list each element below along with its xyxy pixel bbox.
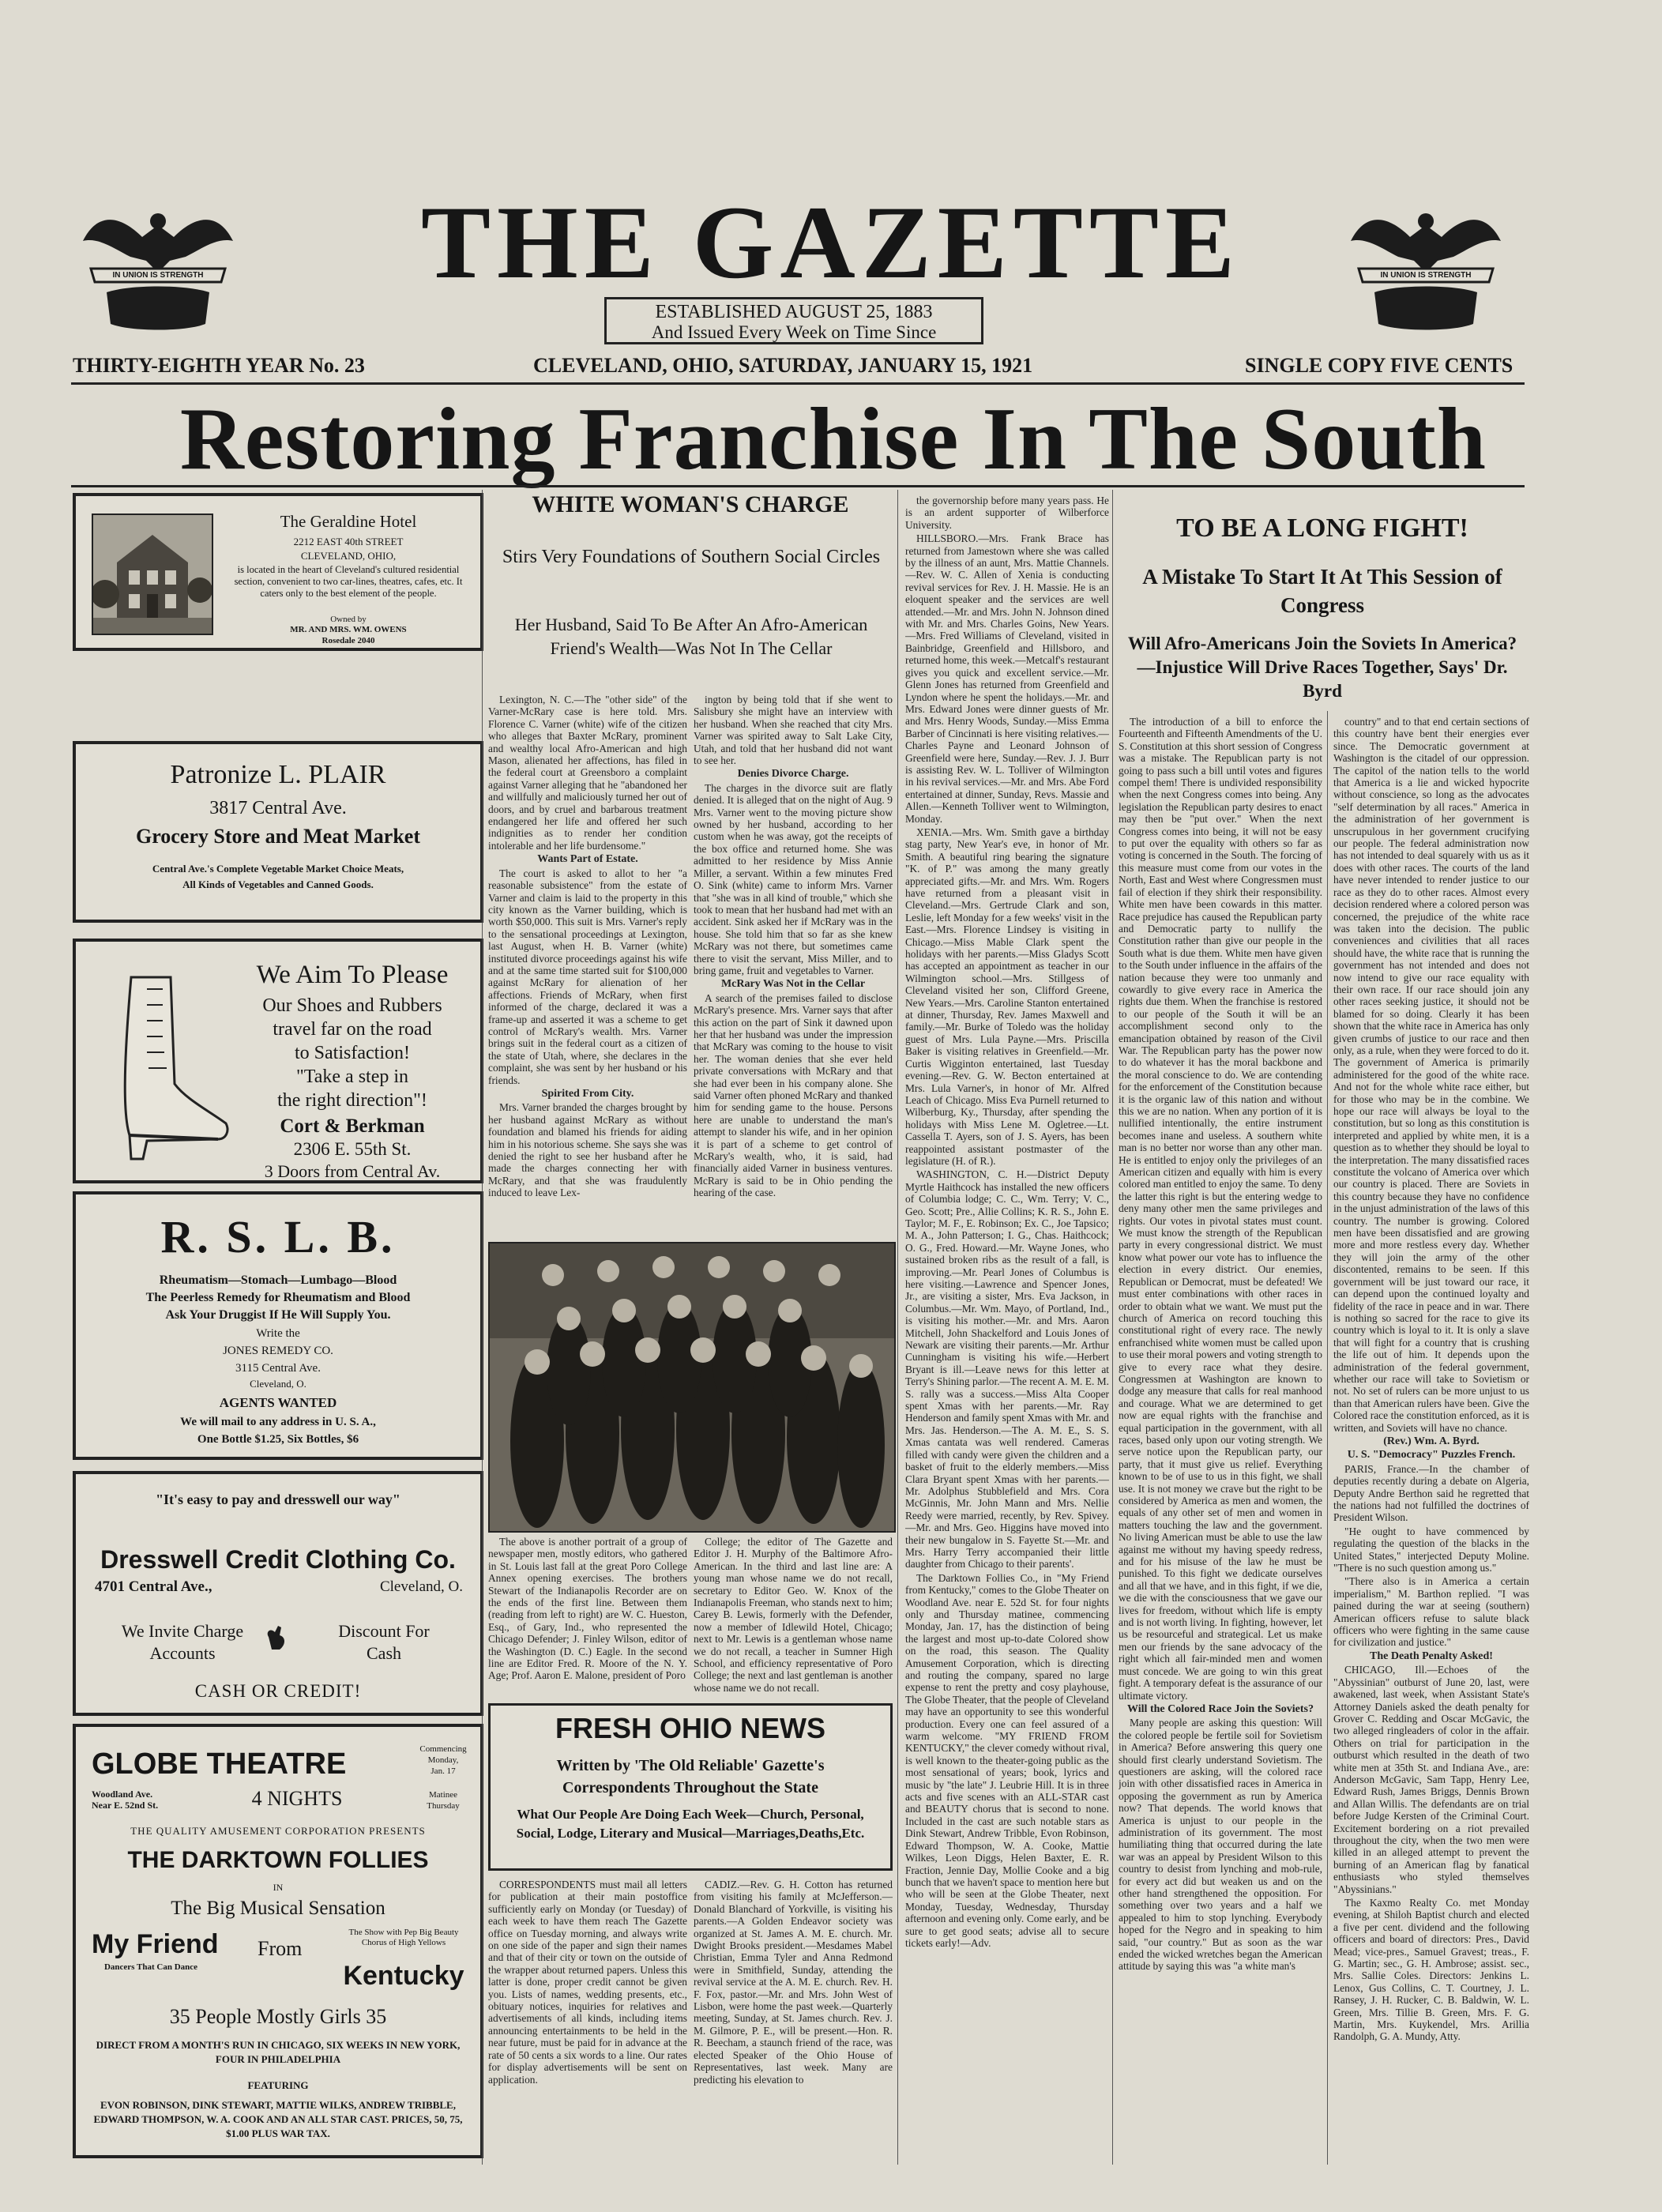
- shoe-icon: [100, 973, 234, 1163]
- globe-matinee: Matinee: [428, 1790, 458, 1800]
- globe-in: IN: [273, 1882, 284, 1893]
- section-subhead: Will the Colored Race Join the Soviets?: [1127, 1702, 1314, 1715]
- plair-line4: Central Ave.'s Complete Vegetable Market Choice Meats,: [152, 863, 404, 875]
- cort-line2: Our Shoes and Rubbers: [262, 995, 442, 1016]
- globe-cast: EVON ROBINSON, DINK STEWART, MATTIE WILKS, ANDREW TRIBBLE, EDWARD THOMPSON, W. A. COOK AND AN ALL STAR CAST. PRICES, 50, 75, $1.00 PLUS WAR TAX.: [93, 2099, 463, 2139]
- ad-geraldine-hotel: [73, 493, 483, 651]
- story2-deck1: A Mistake To Start It At This Session of Congress: [1142, 565, 1502, 617]
- cort-line5: "Take a step in: [295, 1066, 409, 1087]
- story1-deck1: Stirs Very Foundations of Southern Social Circles: [502, 547, 881, 567]
- globe-from: From: [258, 1937, 303, 1960]
- globe-sensation: The Big Musical Sensation: [171, 1898, 385, 1919]
- globe-my-friend: My Friend: [92, 1929, 219, 1959]
- globe-nights: 4 NIGHTS: [251, 1787, 343, 1810]
- issue-date: CLEVELAND, OHIO, SATURDAY, JANUARY 15, 1921: [533, 354, 1033, 377]
- dresswell-city: Cleveland, O.: [379, 1578, 463, 1595]
- plair-line5: All Kinds of Vegetables and Canned Goods.: [182, 878, 374, 890]
- article-paragraph: "There also is in America a certain imperialism," M. Barthon replied. "I was pained during the war at seeing (southern) American officers refuse to salute black officers who were fighting in the same cause for civilization and justice.": [1333, 1575, 1529, 1649]
- story1-deck2: Her Husband, Said To Be After An Afro-American Friend's Wealth—Was Not In The Cellar: [514, 615, 868, 658]
- globe-location2: Near E. 52nd St.: [92, 1800, 159, 1811]
- story2-column-b: [1333, 716, 1529, 2161]
- hotel-name: The Geraldine Hotel: [280, 512, 417, 531]
- ad-globe-theatre: [73, 1724, 483, 2158]
- hotel-city: CLEVELAND, OHIO,: [300, 550, 397, 562]
- dresswell-name: Dresswell Credit Clothing Co.: [100, 1545, 456, 1574]
- rslb-line6: 3115 Central Ave.: [235, 1362, 321, 1375]
- fresh-ohio-deck: Written by 'The Old Reliable' Gazette's Correspondents Throughout the State: [556, 1757, 825, 1796]
- globe-commencing: Commencing: [419, 1744, 467, 1754]
- article-paragraph: A search of the premises failed to disclose McRary's presence. Mrs. Varner says that after this action on the part of Sink it dawned upon her that her husband was under the impression that McRary was coming to the house to visit her. The woman denies that she ever held private conversations with McRary and that she had ever been in his company alone. She said Varner often phoned McRary and thanked him for sending game to the house. Persons here are unable to understand the man's attempt to slander his wife, and in her opinion it is part of a scheme to get control of McRary's wealth, who, it is said, had financially aided Varner in business ventures. McRary is said to be in Ohio pending the hearing of the case.: [694, 991, 893, 1199]
- section-subhead: The Death Penalty Asked!: [1370, 1650, 1493, 1662]
- story1-column-a: [488, 694, 687, 1231]
- fresh-ohio-title: FRESH OHIO NEWS: [555, 1712, 826, 1744]
- dresswell-charge: We Invite Charge: [121, 1621, 244, 1641]
- established-line: ESTABLISHED AUGUST 25, 1883: [655, 302, 933, 322]
- dresswell-discount: Discount For: [338, 1621, 430, 1641]
- article-paragraph: The Darktown Follies Co., in "My Friend from Kentucky," comes to the Globe Theater on Woodland Ave. near E. 52d St. for four nights only and Thursday matinee, commencing Monday, Jan. 17, has the distinction of being the largest and most up-to-date Colored show on the road, this season. The Quality Amusement Corporation, which is directing and routing the company, spared no large expense to rent the pretty and cosy playhouse, The Globe Theater, that the people of Cleveland may have an opportunity to see this wonderful production. Every one can feel assured of a warm welcome. "MY FRIEND FROM KENTUCKY," the clever comedy without rival, is well known to the theater-going public as the most sensational of years; book, lyrics and music by "the late" J. Leubrie Hill. It is in three acts and five scenes with an ALL-STAR cast and BEAUTY chorus that is second to none. Included in the cast are such notable stars as Dink Stewart, Andrew Tribble, Evon Robinson, Edward Thompson, W. A. Cooke, Mattie Wilkes, Leon Diggs, Helen Baxter, E. R. Fraction, Jennie Day, Mollie Cooke and a big bunch that we haven't space to mention here but who will be seen at the Globe Theater, next Monday, Tuesday, Wednesday, Thursday afternoon and evening only. Come early, and be sure to get good seats; advise all to secure tickets early!—Adv.: [905, 1571, 1109, 1949]
- globe-location1: Woodland Ave.: [92, 1789, 153, 1800]
- rslb-line8: AGENTS WANTED: [219, 1395, 337, 1410]
- year-number: THIRTY-EIGHTH YEAR No. 23: [73, 354, 365, 377]
- section-subhead: Spirited From City.: [541, 1088, 634, 1100]
- column-rule-3: [1112, 490, 1113, 2165]
- dresswell-cash: Cash: [367, 1643, 401, 1663]
- issued-line: And Issued Every Week on Time Since: [651, 322, 937, 342]
- cort-line9: 3 Doors from Central Av.: [264, 1161, 441, 1181]
- cadiz-news: CADIZ.—Rev. G. H. Cotton has returned from visiting his family at McJefferson.—Donald Blanchard of Yorkville, is visiting his parents.—A Golden Endeavor society was organized at St. James A. M. E. church. Mr. Dwight Brooks president.—Mesdames Mabel Christian, Emma Tyler and Anna Redmond were in Smithfield, Sunday, attending the revival service at the A. M. E. church. Rev. H. F. Fox, pastor.—Mr. and Mrs. John West of Lisbon, were home the past week.—Quarterly meeting, Sunday, at St. James church. Rev. J. M. Gilmore, P. E., will be present.—Hon. R. R. Beecham, a staunch friend of the race, was elected Speaker of the Ohio House of Representatives, last week. Many are predicting his elevation to: [694, 1879, 893, 2086]
- article-paragraph: The court is asked to allot to her "a reasonable subsistence" from the estate of Varner and claim is laid to the property in this city known as the Varner building, which is worth $50,000. This suit is Mrs. Varner's reply to the sensational proceedings at Lexington, last August, when H. B. Varner (white) instituted divorce proceedings against his wife and at the same time started suit for $100,000 against McRary for alienation of her affections. Friends of McRary, when first informed of the charge, declared it was a frame-up and asserted it was a scheme to get control of McRary's wealth. Mrs. Varner brings suit in the federal court as a citizen of the state of Utah, where, she declares in the complaint, she was sent by her husband or his friends.: [488, 867, 687, 1086]
- article-paragraph: country" and to that end certain sections of this country have bent their energies ever since. The Democratic government at Washington is the citadel of our oppression. The capitol of the nation tells to the world that America is a lie and wicked hypocrite without conscience, so long as the advocates "self determination by all races." America in the administration of her government is unscrupulous in her government crucifying our people. The federal administration now has not intended to deal squarely with us as it does with other races. The courts of the land have never intended to render justice to our race as they do to other races. Almost every decision rendered where a colored person was concerned, the prejudice of the white race was taken into the decision. The public conveniences and civilities that all races should have, the white race that is running the government has not intended and does not now intend to give our race equality with their own race. If our race should join any other races seeking justice, it should not be blamed for so doing. Clearly it has been shown that the white race in America has only given crumbs of justice to our race and then only, as a rule, when they were forced to do it. The government of America is primarily administered for the good of the white race. And not for the whole white race either, but for those who may be in the combine. We hope our race will always be loyal to the constitution, but so long as this constitution is interpreted and applied by white men, it is a question as to whether they should be loyal to the interpretation. The many dissatisfied races constitute the volcano of America over which our country is placed. There are Soviets in this country because they have no confidence in the unjust administration of the laws of this country. The number is growing. Colored men have been dissatisfied and are growing more and more restless every day. Whether they will join the army of the other discontented, remains to be seen. If this government will be just toward our race, it can depend upon the continued loyalty and fidelity of the race in peace and in war. There is nothing so sacred for the race to give its country which is loyal to it. It is only a slave that will fight for a country that is crushing the life out of him. It depends upon the administration of the federal government, whether our race will take to Sovietism or not. No set of rulers can be more unjust to us than that American rulers have been. Give the Colored race the constitution enforced, as it is written, and Soviets will have no chance.: [1333, 716, 1529, 1434]
- hotel-photo: [92, 514, 213, 635]
- article-paragraph: Mrs. Varner branded the charges brought by her husband against McRary as without foundation and blamed his friends for aiding him in his notorious scheme. She says she was denied the right to see her husband after he made the charges connecting her with McRary, and that she was fraudulently induced to leave Lex-: [488, 1101, 687, 1199]
- article-paragraph: Many people are asking this question: Will the colored people be fertile soil for Sovietism in America? Before answering this query one should first clearly understand Sovietism. The questioners are asking, will the colored race join with other dissatisfied races in America in opposing the government as run by America now? That depends. The world knows that America is unjust to our people in the administration of its government. The most humiliating thing that occurred during the late war was an appeal by President Wilson to this country to desist from lynching and mob-rule, for every act did but weaken us and on the other hand strengthened the opposition. For something over two years and a half we appealed to him to stop lynching. Everybody hoped for the Negro and in speaking to him said, "our country." But as soon as the war ended the wicked wretches began the American attitude by saying this was "a white man's: [1119, 1717, 1322, 1973]
- copy-price: SINGLE COPY FIVE CENTS: [1245, 354, 1513, 377]
- rslb-line4: Write the: [256, 1327, 300, 1340]
- rslb-line3: Ask Your Druggist If He Will Supply You.: [165, 1308, 391, 1322]
- section-subhead: Denies Divorce Charge.: [737, 768, 849, 781]
- globe-show: THE DARKTOWN FOLLIES: [127, 1847, 429, 1873]
- ad-plair-grocery: [73, 741, 483, 923]
- story2-title: TO BE A LONG FIGHT!: [1176, 514, 1468, 543]
- article-paragraph: The introduction of a bill to enforce the Fourteenth and Fifteenth Amendments of the U. S. Constitution at this short session of Congress was a mistake. The Republican party is not going to pass such a bill until votes and figures compel them! There is undivided responsibility when the next Congress comes into being. Any legislation the Republican party desires to enact may then be "put over." When the next Congress comes into being, it will not be easy to put over the equality with others so far as voting is concerned in the South. The forcing of this measure must come from our votes in the North, East and West where Congressmen must fail of election if they shirk their responsibility. White men have been cowards in this matter. Race prejudice has caused the Republican party and Democratic party to nullify the Constitution rather than give our people in the South what is due them. White men have given to the South under influence in the affairs of the nation because they were too unmanly and cowardly to give every race in America the rights due them. When the franchise is restored to our people of the South it will be an accomplishment second only to the emancipation obtained by reason of the Civil War. The Republican party has the power now to do whatever it has the moral backbone and the moral conscience to do. We are contending for the enforcement of the Constitution because it is the organic law of this nation and without this we are no nation. When any portion of it is nullified intentionally, the entire instrument becomes inane and useless. A southern white man is no better nor worse than any other man. He is entitled to enjoy only the privileges of an American citizen and equally with him is every colored man entitled to enjoy the same. To deny the latter this right is but the entering wedge to deny many other men the same privileges and rights. Our votes in pivotal states must count. We must know the strength of the Republican party in every congressional district. We must know what power our vote has to influence the election in every district. Our enemies, Republican or Democrat, must be defeated! We must enter combinations with other races in order to obtain what we want. We must put the church of America on record touching this constitutional right of every race. The newly enfranchised white women must be called upon to use their moral powers and voting strength to give to every race what they desire. Congressmen at Washington are known to dodge any measure that calls for real manhood and courage. What we are determined to get now are equal rights with the franchise and equal participation in the government, with all races, based only upon our voting strength. We serve notice upon the Republican party, our party, that it must give us relief. Everything known to be of use to us in this fight, we shall use. It is not money we crave but the right to be considered by America as men and women, the equals of any other set of men and women in matters touching the law and the government. No living American must be able to use the law against me without my having speedy redress, and for his misuse of the law he must be punished. To this fight we dedicate ourselves and all that we have, and in this fight, if we die, we die with the consciousness that we gave our lives for freedom, without which life is empty and is not worth living. In fighting, however, let us be resourceful and strategical. Let us make men our friends by the sane advocacy of the right which all fair-minded men and women must concede. We are going to win this great fight. A temporary defeat is the assurance of our ultimate victory.: [1119, 716, 1322, 1702]
- story1-title: WHITE WOMAN'S CHARGE: [532, 491, 849, 517]
- cort-line8: 2306 E. 55th St.: [293, 1139, 412, 1159]
- globe-pep: The Show with Pep Big Beauty Chorus of High Yellows: [348, 1928, 459, 1947]
- column-rule-2: [897, 490, 898, 2165]
- eagle-banner-text-right: IN UNION IS STRENGTH: [1380, 271, 1472, 280]
- established-box: [604, 297, 983, 344]
- caption-paragraph: College; the editor of The Gazette and Editor J. H. Murphy of the Baltimore Afro-American. In the third and last line are: A young man whose name we do not recall, secretary to Editor Geo. W. Knox of the Indianapolis Freeman, who stands next to him; Carey B. Lewis, formerly with the Defender, now a member of Idlewild Hotel, Chicago; next to Mr. Lewis is a gentleman whose name we do not recall, a teacher in Sumner High School, and efficiency representative of Poro College; the next and last gentleman is another whose name we do not recall.: [694, 1536, 893, 1694]
- dresswell-slogan: "It's easy to pay and dresswell our way": [156, 1492, 400, 1507]
- rslb-line5: JONES REMEDY CO.: [223, 1345, 333, 1357]
- headline-rule: [71, 485, 1525, 487]
- column-rule-4: [1327, 711, 1328, 2165]
- rslb-line7: Cleveland, O.: [250, 1378, 306, 1390]
- article-paragraph: the governorship before many years pass. He is an ardent supporter of Wilberforce University.: [905, 495, 1109, 531]
- article-paragraph: CHICAGO, Ill.—Echoes of the "Abyssinian" outburst of June 20, last, were awakened, last week, when Assistant State's Attorney Daniels asked the death penalty for Grover C. Redding and Oscar McGavic, the two alleged ringleaders of color in the affair. Others on trial for participation in the outburst which resulted in the death of two white men at 35th St. and Indiana Ave., are: Anderson McGavic, Sam Tapp, Henry Lee, Edward Rush, James Briggs, Dennis Brown and Allan Willis. The defendants are on trial before Judge Kersten of the Criminal Court. Excitement bordering on a riot prevailed throughout the city, when the two men were killed in an alleged attempt to prevent the burning of an American flag by fanatical enthusiasts who styled themselves "Abyssinians.": [1333, 1664, 1529, 1895]
- hotel-description: is located in the heart of Cleveland's cultured residential section, convenient to two car-lines, theatres, cafes, etc. It caters only to the best element of the people.: [234, 564, 463, 599]
- hand-pointer-icon: [264, 1624, 288, 1653]
- article-paragraph: PARIS, France.—In the chamber of deputies recently during a debate on Algeria, Deputy Andre Berthon said he regretted that the nations had not fulfilled the doctrines of President Wilson.: [1333, 1462, 1529, 1524]
- dresswell-cash-or-credit: CASH OR CREDIT!: [194, 1681, 362, 1701]
- globe-thursday: Thursday: [427, 1801, 460, 1811]
- plair-address: 3817 Central Ave.: [209, 798, 347, 818]
- article-paragraph: WASHINGTON, C. H.—District Deputy Myrtle Haithcock has installed the new officers of Columbia lodge; C. C., Wm. Terry; V. C., Geo. Scott; Pre., Allie Collins; K. R. S., John E. Taylor; M. F., E. Robinson; Ex. C., Joe Tapsico; M. A., John Patterson; I. G., Chas. Haithcock; O. G., Fred. Howard.—Mr. Wayne Jones, who sustained broken ribs as the result of a fall, is improving.—Mr. Pearl Jones of Columbus is here visiting.—Lawrence and Spencer Jones, Jr., are visiting a sister, Mrs. Eva Jackson, in Columbus.—Mr. Wm. Mayo, of Portland, Ind., is visiting his mother.—Mr. and Mrs. Aaron Mitchell, John Shackelford and Louis Jones of Newark are visiting their parents.—Mr. Arthur Cunningham is visiting his wife.—Herbert Bryant is ill.—Leave news for this letter at Terry's Shining parlor.—The recent A. M. E. M. S. rally was a success.—Miss Alta Cooper spent Xmas with her parents.—Mr. Ray Henderson and family spent Xmas with Mr. and Mrs. Jas. Henderson.—The A. M. E., S. S. Xmas cantata was well rendered. Cameras filled with candy were given the children and a basket of fruit to the elderly members.—Miss Clara Bryant spent Xmas with her parents.—Mr. Adolphus Stubblefield and Mrs. Cora McGinnis, Mr. John Mann and Mrs. Nellie Reedy were married, recently, by Rev. Spivey.—Mr. and Mrs. Geo. Higgins have moved into their new bungalow in S. Fayette St.—Mr. and Mrs. Harry Terry accompanied their little daughter from Chicago to their parents'.: [905, 1168, 1109, 1571]
- globe-direct: DIRECT FROM A MONTH'S RUN IN CHICAGO, SIX WEEKS IN NEW YORK, FOUR IN PHILADELPHIA: [96, 2039, 461, 2065]
- correspondents-notice: CORRESPONDENTS must mail all letters for publication at their main postoffice sufficiently early on Monday (or Tuesday) of each week to have them reach The Gazette office on Tuesday morning, and always write on one side of the paper and sign their names and that of their city or town on the outside of the wrapper about returned papers. Unless this latter is done, proper credit cannot be given you. Lists of names, wedding presents, etc., obituary notices, inquiries for relatives and advertisements of all kinds, including items announcing entertainments to be held in the near future, must be paid for in advance at the rate of 50 cents a six words to a line. Our rates for display advertisements will be sent on application.: [488, 1879, 687, 2086]
- rslb-line2: The Peerless Remedy for Rheumatism and Blood: [145, 1291, 411, 1304]
- section-subhead: U. S. "Democracy" Puzzles French.: [1347, 1449, 1516, 1462]
- cort-line3: travel far on the road: [273, 1019, 432, 1040]
- cort-line1: We Aim To Please: [256, 961, 449, 989]
- article-paragraph: The charges in the divorce suit are flatly denied. It is alleged that on the night of Aug. 9 Mrs. Varner went to the moving picture show owned by her husband, according to her custom when he was away, got the receipts of the box office and returned home. She was admitted to her residence by Miss Annie Miller, a servant. Within a few minutes Fred O. Sink (white) came to inform Mrs. Varner that "she was in all kind of trouble," which she took to mean that her husband had met with an accident. Sink asked her if McRary was in the house. She told him that so far as she knew McRary was not there, but sometimes came there to visit the servant, Miss Miller, and to bring game, fruit and vegetables to Varner.: [694, 781, 893, 976]
- article-paragraph: XENIA.—Mrs. Wm. Smith gave a birthday stag party, New Year's eve, in honor of Mr. Smith. A beautiful ring bearing the signature "K. of P." was among the many greatly appreciated gifts.—Mr. and Mrs. Wm. Rogers have returned from a pleasant visit in Cleveland.—Mrs. Gertrude Clark and son, Leslie, left Monday for a few weeks' visit in the East.—Mrs. Florence Lindsey is visiting in Chicago.—Miss Mable Clark spent the holidays with her parents.—Miss Gladys Scott has accepted an appointment as teacher in our Wilmington school.—Mrs. Stillgess of Cleveland visited her son, Clifford Greene, New Years.—Mrs. Caroline Stanton entertained at dinner, Thursday, Rev. James Maxwell and family.—Mr. Burke of Toledo was the holiday guest of Mrs. Lula Payne.—Mrs. Priscilla Baker is visiting relatives in Greenfield.—Mr. Curtis Wigginton entertained, last Tuesday evening.—Rev. G. W. Becton entertained at Mrs. Lula Varner's, in honor of Mr. Alfred Leach of Chicago. Miss Eva Purnell returned to Wilberburg, Ky., Thursday, after spending the holidays with Miss Lene M. Ogletree.—Lt. Cassella T. Ayers, son of J. S. Ayers, has been reappointed assistant postmaster of the legislature (H. of R.).: [905, 826, 1109, 1167]
- globe-title: GLOBE THEATRE: [92, 1747, 347, 1781]
- hotel-owners: MR. AND MRS. WM. OWENS: [290, 625, 407, 634]
- plair-business: Grocery Store and Meat Market: [135, 825, 421, 848]
- plair-title: Patronize L. PLAIR: [170, 760, 386, 789]
- globe-jan17: Jan. 17: [431, 1766, 456, 1776]
- newspaper-men-group-photo: [488, 1242, 896, 1533]
- globe-featuring: FEATURING: [247, 2079, 309, 2091]
- globe-presents: THE QUALITY AMUSEMENT CORPORATION PRESENTS: [130, 1825, 426, 1837]
- column-rule-1: [482, 490, 483, 2165]
- globe-kentucky: Kentucky: [343, 1961, 464, 1991]
- fresh-ohio-news-box: [488, 1703, 893, 1871]
- ad-rslb-remedy: [73, 1191, 483, 1460]
- hotel-owned-by: Owned by: [330, 615, 367, 624]
- ad-dresswell-clothing: [73, 1471, 483, 1716]
- article-paragraph: HILLSBORO.—Mrs. Frank Brace has returned from Jamestown where she was called by the illness of an aunt, Mrs. Mattie Channels.—Rev. W. C. Allen of Xenia is conducting revival services for Rev. J. H. Massie. He is an eloquent speaker and the services are well attended.—Mr. and Mrs. John N. Johnson dined with Mr. and Mrs. Charles Goins, New Years.—Mrs. Fred Williams of Cleveland, visited in Bainbridge, Greenfield and Hillsboro, and returned home, this week.—Metcalf's restaurant gives you quick and excellent service.—Mr. Glenn Jones has returned from Greenfield and Lyndon where he spent the holidays.—Mr. and Mrs. Edward Jones were dinner guests of Mr. and Mrs. Henry Woods, Sunday.—Miss Emma Barber of Cincinnati is here visiting relatives.—Charles Payne and Leonard Johnson of Greenfield were here, Sunday.—Rev. J. J. Burr is assisting Rev. W. L. Tolliver of Wilmington in his revival services.—Mr. and Mrs. Abe Ford entertained at dinner, Sunday, Revs. Massie and Allen.—Kenneth Tolliver went to Wilmington, Monday.: [905, 532, 1109, 825]
- rslb-line1: Rheumatism—Stomach—Lumbago—Blood: [159, 1273, 397, 1287]
- cort-line6: the right direction"!: [277, 1090, 427, 1111]
- rslb-line9: We will mail to any address in U. S. A.,: [180, 1416, 376, 1428]
- hotel-address: 2212 EAST 40th STREET: [293, 536, 404, 547]
- article-paragraph: Lexington, N. C.—The "other side" of the Varner-McRary case is here told. Mrs. Florence C. Varner (white) wife of the citizen who alleges that Baxter McRary, prominent and wealthy local Afro-American and high Mason, alienated her affections, has filed in the federal court at Greensboro a complaint against Varner alleging that he "abandoned her and willfully and maliciously turned her out of doors, and by cruel and barbarous treatment endangered her life and offered her such indignities as to render her condition intolerable and her life burdensome.": [488, 694, 687, 852]
- globe-people: 35 People Mostly Girls 35: [169, 2005, 387, 2028]
- masthead-title: THE GAZETTE: [421, 184, 1241, 300]
- dateline-rule: [71, 382, 1525, 385]
- story2-deck2: Will Afro-Americans Join the Soviets In America?—Injustice Will Drive Races Together, Says' Dr. Byrd: [1127, 634, 1517, 701]
- section-subhead: McRary Was Not in the Cellar: [720, 978, 866, 991]
- ohio-news-column: [905, 495, 1109, 2161]
- main-headline: Restoring Franchise In The South: [179, 390, 1487, 488]
- globe-dancers: Dancers That Can Dance: [103, 1962, 198, 1972]
- eagle-banner-text-left: IN UNION IS STRENGTH: [112, 271, 204, 280]
- fresh-ohio-sub: What Our People Are Doing Each Week—Church, Personal, Social, Lodge, Literary and Musical—Marriages,Deaths,Etc.: [516, 1807, 865, 1841]
- article-paragraph: ington by being told that if she went to Salisbury she might have an interview with her husband. When she reached that city Mrs. Varner was spirited away to Salt Lake City, Utah, and told that her husband did not want to see her.: [694, 694, 893, 767]
- dresswell-accounts: Accounts: [149, 1643, 216, 1663]
- cort-line4: to Satisfaction!: [295, 1043, 410, 1063]
- cort-line7: Cort & Berkman: [280, 1115, 425, 1137]
- section-subhead: Wants Part of Estate.: [537, 853, 638, 866]
- rslb-title: R. S. L. B.: [160, 1211, 396, 1262]
- globe-monday: Monday,: [427, 1755, 459, 1765]
- hotel-phone: Rosedale 2040: [321, 636, 375, 645]
- caption-paragraph: The above is another portrait of a group of newspaper men, mostly editors, who gathered in St. Louis last fall at the great Poro College Annex opening exercises. The brothers Stewart of the Indianapolis Recorder are on the ends of the first line. Between them (reading from left to right) are W. C. Hueston, Esq., of Gary, Ind., who represented the Chicago Defender; J. Finley Wilson, editor of the Washington (D. C.) Eagle. In the second line are Editor Fred. R. Moore of the N. Y. Age; Prof. Aaron E. Malone, president of Poro: [488, 1536, 687, 1682]
- article-paragraph: The Kaxmo Realty Co. met Monday evening, at Shiloh Baptist church and elected a five per cent. dividend and the following officers and board of directors: Pres., David Mead; vice-pres., Samuel Gravest; treas., F. G. Martin; sec., G. H. Ambrose; assist. sec., Mrs. Sallie Coles. Directors: Jenkins L. Lenox, Gus Collins, C. T. Courtney, J. L. Ransey, J. H. Rucker, C. B. Baldwin, W. L. Green, Mrs. Tillie B. Green, Mrs. F. G. Martin, Mrs. Kuykendel, Mrs. Arillia Randolph, G. A. Mundy, Atty.: [1333, 1897, 1529, 2043]
- story2-column-a: [1119, 716, 1322, 2161]
- rslb-line10: One Bottle $1.25, Six Bottles, $6: [197, 1433, 359, 1446]
- story1-column-b: [694, 694, 893, 1231]
- article-paragraph: "He ought to have commenced by regulating the question of the blacks in the United States," interjected Deputy Moline. "There is no such question among us.": [1333, 1525, 1529, 1574]
- section-subhead: (Rev.) Wm. A. Byrd.: [1383, 1435, 1480, 1447]
- ad-cort-berkman: [73, 939, 483, 1183]
- dresswell-address: 4701 Central Ave.,: [95, 1578, 212, 1595]
